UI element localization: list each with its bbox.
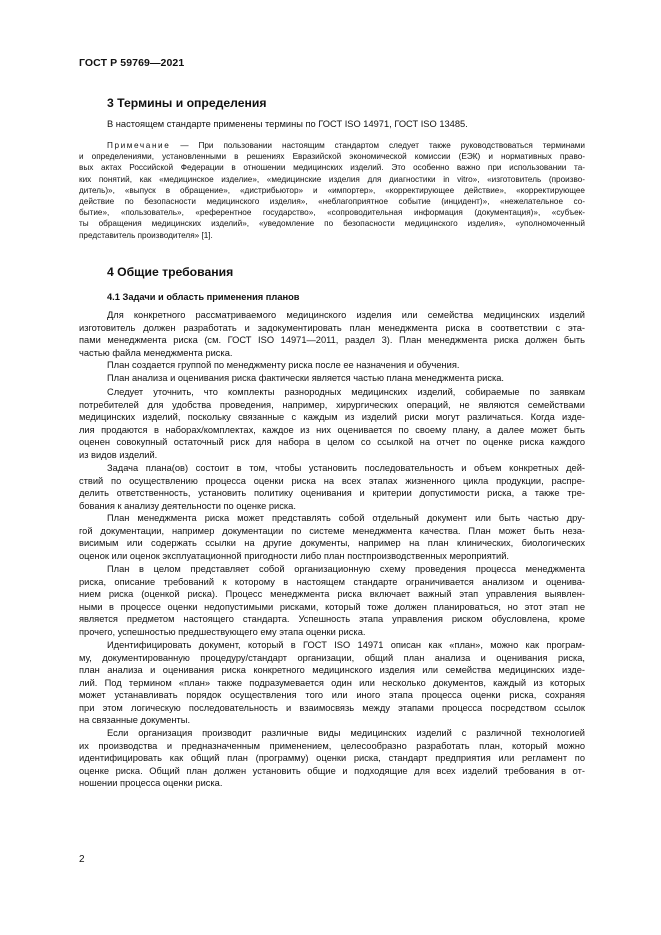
text-line: действие по безопасности медицинского изделия», «неблагоприятное событие (инцидент)», «нежелательное со- xyxy=(79,196,585,206)
paragraph-4 xyxy=(79,386,585,461)
text-line: Задача плана(ов) состоит в том, чтобы установить последовательность и объем конкретных дей- xyxy=(107,463,585,473)
text-line: лий. Под термином «план» также подразумевается один или несколько документов, каждый из которых xyxy=(79,677,585,688)
text-line: вых актах Российской Федерации в отношении медицинских изделий. Это особенно важно при использовании та- xyxy=(79,163,585,173)
page-number: 2 xyxy=(79,854,85,865)
text-line: план анализа и оценивания риска конкретного медицинского изделия или семейства медицинских изде- xyxy=(79,665,585,675)
text-line: ствий по осуществлению процесса оценки риска на всех этапах жизненного цикла продукции, распре- xyxy=(79,475,585,486)
subsection-4-1-heading: 4.1 Задачи и область применения планов xyxy=(107,292,300,302)
paragraph-2 xyxy=(79,359,585,372)
paragraph-7 xyxy=(79,563,585,638)
text-line: ты обращения медицинских изделий», «уведомление по безопасности медицинского изделия», «уполномоченный xyxy=(79,219,585,229)
text-line: му, документированную процедуру/стандарт организации, общий план анализа и оценивания риска, xyxy=(79,652,585,663)
text-line: делить ответственность, установить политику оценивания и критерии допустимости риска, а также тре- xyxy=(79,488,585,498)
text-line: потребителей для удобства проведения, например, хирургических операций, не являются семействами xyxy=(79,399,585,410)
text-line: ких понятий, как «медицинское изделие», «медицинские изделия для диагностики in vitro», «изготовитель (произво- xyxy=(79,174,585,184)
text-line: ными в процессе оценки недопустимыми рисками, который тоже должен планироваться, но этот этап не xyxy=(79,601,585,612)
text-line: нием риска (оценкой риска). Процесс менеджмента риска включает важный этап управления выявлен- xyxy=(79,589,585,599)
paragraph-3 xyxy=(79,372,585,385)
paragraph-1 xyxy=(79,309,585,359)
paragraph-5 xyxy=(79,462,585,512)
note-first-line xyxy=(79,140,585,151)
text-line: В настоящем стандарте применены термины по ГОСТ ISO 14971, ГОСТ ISO 13485. xyxy=(107,119,468,129)
text-line: при этом логическую последовательность и взаимосвязь между этапами процесса посредством ссылок xyxy=(79,702,585,713)
text-line: ношении процесса оценки риска. xyxy=(79,778,223,788)
paragraph-6 xyxy=(79,512,585,562)
text-line: медицинских изделий, поскольку связанные с каждым из изделий риски могут различаться. Когда изде- xyxy=(79,412,585,422)
text-line: гой документации, например документации по системе менеджмента качества. План может быть неза- xyxy=(79,525,585,536)
text-line: Для конкретного рассматриваемого медицинского изделия или семейства медицинских изделий xyxy=(107,310,585,320)
section-4-heading: 4 Общие требования xyxy=(107,265,234,279)
section-3-paragraph xyxy=(79,118,585,131)
text-line: бования к анализу деятельности по оценке риска. xyxy=(79,500,296,511)
text-line: лия продаются в наборах/комплектах, каждое из них оценивается по своему плану, а далее может быть xyxy=(79,424,585,435)
section-3-note xyxy=(79,140,585,241)
document-page xyxy=(79,0,585,935)
text-line: Если организация производит различные виды медицинских изделий с различной технологией xyxy=(107,728,585,738)
text-line: План менеджмента риска может представлять собой отдельный документ или быть частью дру- xyxy=(107,513,585,523)
note-first-text: — При пользовании настоящим стандартом следует также руководствоваться терминами xyxy=(170,141,585,150)
text-line: идентифицировать как общий план (программу) оценки риска, стандарт предприятия или регламент по xyxy=(79,753,585,763)
text-line: висимым или содержать ссылки на другие документы, например на план клинических, биологических xyxy=(79,538,585,548)
text-line: План в целом представляет собой организационную схему проведения процесса менеджмента xyxy=(107,564,585,574)
document-code-header: ГОСТ Р 59769—2021 xyxy=(79,57,185,69)
text-line: является предметом настоящего стандарта. Успешность этапа управления риском обусловлена, кроме xyxy=(79,614,585,624)
paragraph-8 xyxy=(79,639,585,727)
section-3-heading: 3 Термины и определения xyxy=(107,96,267,110)
text-line: и определениями, установленными в решениях Евразийской экономической комиссии (ЕЭК) и нормативных право- xyxy=(79,152,585,162)
text-line: изготовитель должен разработать и задокументировать план менеджмента риска в соответствии с эта- xyxy=(79,322,585,333)
text-line: их производства и предназначенным применением, целесообразно разработать план, который можно xyxy=(79,740,585,751)
text-line: дитель)», «выпуск в обращение», «дистрибьютор» и «импортер», «корректирующее действие», «корректирующее xyxy=(79,185,585,195)
text-line: частью файла менеджмента риска. xyxy=(79,347,233,358)
text-line: может устанавливать порядок осуществления того или иного этапа процесса оценки риска, сохраняя xyxy=(79,690,585,700)
text-line: представитель производителя» [1]. xyxy=(79,230,213,240)
text-line: Следует уточнить, что комплекты разнородных медицинских изделий, собираемые по заявкам xyxy=(107,387,585,397)
text-line: оценке риска. Общий план должен установить общие и подходящие для всех изделий требования в от- xyxy=(79,765,585,776)
text-line: риска, описание требований к которому в настоящем стандарте ограничивается анализом и оценива- xyxy=(79,576,585,587)
text-line: оценок или оценок эксплуатационной пригодности либо план постпроизводственных мероприятий. xyxy=(79,550,510,561)
text-line: Идентифицировать документ, который в ГОСТ ISO 14971 описан как «план», можно как програм- xyxy=(107,640,585,650)
text-line: План анализа и оценивания риска фактически является частью плана менеджмента риска. xyxy=(107,373,504,383)
text-line: на связанные документы. xyxy=(79,715,191,725)
text-line: пами менеджмента риска (см. ГОСТ ISO 14971—2011, раздел 3). План менеджмента риска должен быть xyxy=(79,335,585,345)
text-line: бытие», «пользователь», «референтное государство», «сопроводительная информация (документация)», «субъек- xyxy=(79,208,585,218)
text-line: План создается группой по менеджменту риска после ее назначения и обучения. xyxy=(107,360,460,370)
paragraph-9 xyxy=(79,727,585,790)
text-line: из видов изделий. xyxy=(79,449,158,460)
note-label: Примечание xyxy=(107,141,171,150)
text-line: оценен совокупный остаточный риск для набора в целом со ссылкой на отчет по оценке риска каждого xyxy=(79,437,585,447)
text-line: прочего, успешностью предшествующего ему этапа оценки риска. xyxy=(79,626,366,637)
